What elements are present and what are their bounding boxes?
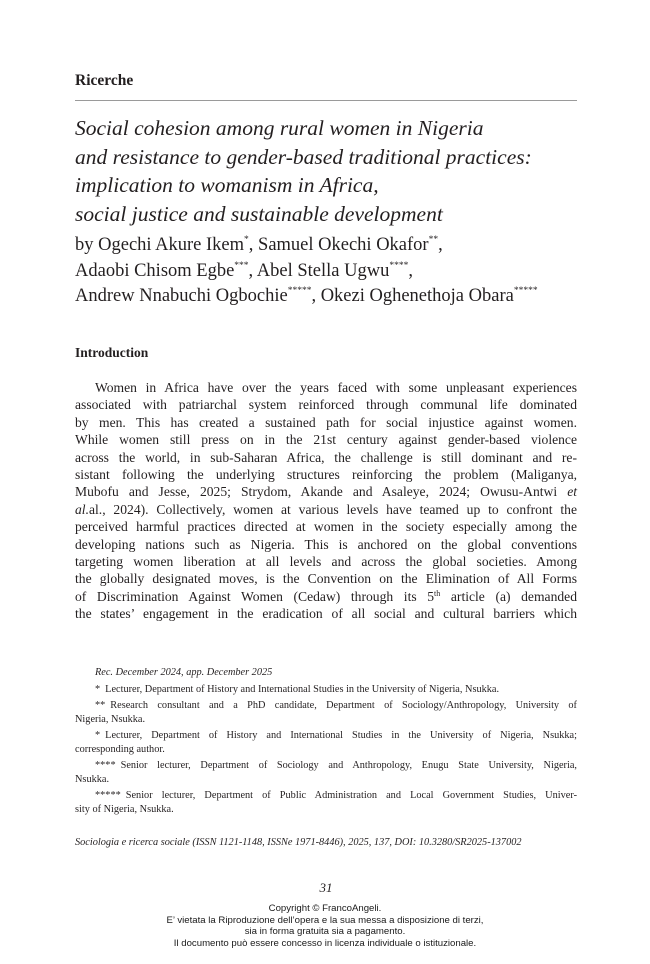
author-list [75,233,585,310]
footnote-text: Lecturer, Department of History and International Studies in the University of Nigeria, Nsukka; [105,730,577,741]
footnote-line [75,789,577,803]
body-line: targeting women liberation at all levels and across the global societies. Among [75,553,577,569]
body-line: by men. This has created a sustained path for social injustice against women. [75,414,577,430]
footnote-mark: ***** [95,790,121,801]
body-text-run: article (a) demanded [440,588,577,604]
author-footnote-mark: ** [428,235,439,245]
author-name: Abel Stella Ugwu [256,260,390,281]
body-line: Women in Africa have over the years faced with some unpleasant experiences [95,380,577,395]
footnotes [75,666,577,819]
body-text-run: al., 2024). Collectively, women at various levels have teamed up to confront the [88,501,577,517]
body-line: developing nations such as Nigeria. This is anchored on the global conventions [75,536,577,552]
author-separator: , [248,260,257,281]
copyright-line: Il documento può essere concesso in licenza individuale o istituzionale. [173,937,477,949]
author-separator: , [408,260,413,281]
body-line: the globally designated moves, is the Convention on the Elimination of All Forms [75,571,577,587]
title-line: social justice and sustainable development [75,201,443,226]
footnote [75,683,577,697]
footnote [75,759,577,787]
body-line: perceived harmful practices directed at women in the society especially among the [75,519,577,535]
author-name: Ogechi Akure Ikem [98,235,245,255]
body-line: associated with patriarchal system reinforced through communal life dominated [75,397,577,413]
ordinal-superscript: th [434,588,441,598]
footnote-text: Senior lecturer, Department of Sociology and Anthropology, Enugu State University, Nigeria, [120,760,577,771]
title-line: implication to womanism in Africa, [75,173,379,197]
author-line [75,233,585,259]
footnote-line [75,683,577,697]
footnote [75,699,577,727]
received-date: Rec. December 2024, app. December 2025 [95,667,273,678]
author-name: Andrew Nnabuchi Ogbochie [75,286,288,306]
introduction-heading: Introduction [75,345,149,360]
footnote-line: corresponding author. [75,744,165,755]
body-text-run: of Discrimination Against Women (Cedaw) through its 5 [75,588,435,604]
author-footnote-mark: ***** [287,286,312,296]
footnote-line: Nsukka. [75,774,110,785]
footnote-mark: * [95,730,101,741]
author-separator: , [311,286,321,306]
body-line: across the world, in sub-Saharan Africa, the challenge is still dominant and re- [75,449,577,465]
author-line [75,284,585,310]
header-rule [75,100,577,101]
footnote [75,789,577,817]
copyright-line: E’ vietata la Riproduzione dell’opera e la sua messa a disposizione di terzi, [166,914,484,926]
footnote-text: Lecturer, Department of History and International Studies in the University of Nigeria, Nsukka. [105,684,500,695]
body-line [75,588,577,605]
footnote-line [75,699,577,713]
author-separator: , [438,235,443,255]
footnote-mark: ** [95,700,106,711]
footnote-mark: * [95,684,101,695]
journal-citation: Sociologia e ricerca sociale (ISSN 1121-1148, ISSNe 1971-8446), 2025, 137, DOI: 10.3280/SR2025-137002 [75,837,522,848]
author-prefix: by [75,235,99,255]
title-line: and resistance to gender-based traditional practices: [75,144,532,169]
body-text-run: Mubofu and Jesse, 2025; Strydom, Akande and Asaleye, 2024; Owusu-Antwi [75,484,558,500]
copyright-line: sia in forma gratuita sia a pagamento. [244,926,406,938]
author-separator: , [248,235,259,255]
section-label: Ricerche [75,72,134,89]
footnote-line [75,729,577,743]
author-name: Adaobi Chisom Egbe [75,260,235,281]
body-line: While women still press on in the 21st century against gender-based violence [75,432,577,448]
copyright-line: Copyright © FrancoAngeli. [268,903,382,914]
body-line [75,501,577,518]
footnote-line [75,759,577,773]
author-footnote-mark: **** [389,260,409,271]
author-line [75,259,585,285]
title-line: Social cohesion among rural women in Nigeria [75,116,484,140]
introduction-body [75,379,577,622]
italic-et: et [567,484,577,500]
author-name: Samuel Okechi Okafor [258,235,429,255]
footnote-line: Nigeria, Nsukka. [75,714,146,725]
footnote-text: Senior lecturer, Department of Public Administration and Local Government Studies, Univer- [125,790,577,801]
article-title [75,114,577,228]
author-footnote-mark: ***** [513,286,538,296]
body-line [75,483,577,500]
italic-al: al. [75,501,89,517]
body-line: sistant following the underlying structures reinforcing the problem (Maliganya, [75,466,577,482]
body-line: the states’ engagement in the eradication of all social and cultural barriers which [75,606,577,622]
footnote-text: Research consultant and a PhD candidate, Department of Sociology/Anthropology, University of [110,700,577,711]
page-number: 31 [319,880,333,895]
footnote-line: sity of Nigeria, Nsukka. [75,804,174,815]
author-footnote-mark: *** [234,260,249,271]
footnote [75,729,577,757]
copyright-notice [0,903,650,949]
author-name: Okezi Oghenethoja Obara [320,286,514,306]
footnote-mark: **** [95,760,116,771]
author-footnote-mark: * [244,235,249,245]
